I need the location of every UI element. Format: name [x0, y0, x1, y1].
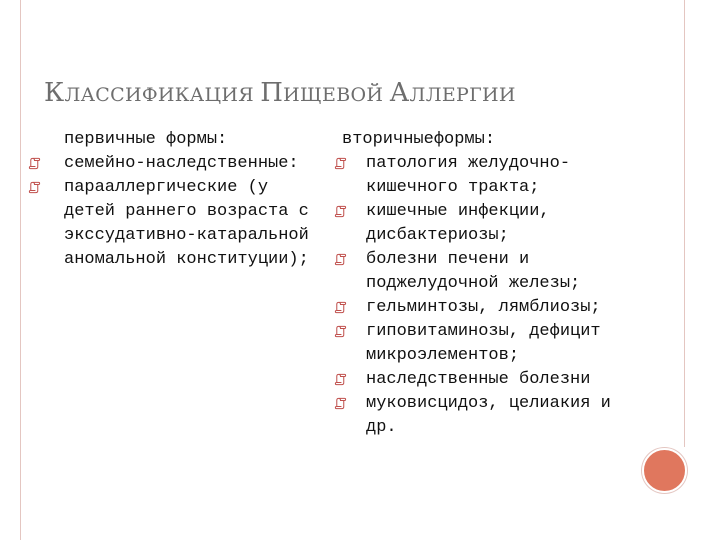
scroll-bullet-icon [334, 397, 347, 410]
decorative-circle [642, 448, 687, 493]
list-item [324, 200, 644, 248]
title-word-2-rest: ИЩЕВОЙ [283, 84, 390, 106]
scroll-bullet-icon [334, 253, 347, 266]
title-word-3-rest: ЛЛЕРГИИ [409, 84, 516, 106]
scroll-bullet-icon [334, 157, 347, 170]
list-item [324, 296, 644, 320]
list-item [324, 152, 644, 200]
list-item [324, 392, 644, 440]
left-column-heading: первичные формы: [64, 130, 228, 149]
scroll-bullet-icon [334, 325, 347, 338]
scroll-bullet-icon [28, 157, 41, 170]
list-item-text: муковисцидоз, целиакия и др. [366, 394, 611, 437]
left-column [26, 128, 321, 272]
list-item-text: болезни печени и поджелудочной железы; [366, 250, 581, 293]
scroll-bullet-icon [334, 205, 347, 218]
list-item [26, 176, 321, 272]
list-item-text: наследственные болезни [366, 370, 591, 389]
slide-title [44, 78, 516, 108]
title-word-3-initial: А [389, 78, 410, 108]
slide-frame-right-line [684, 0, 685, 447]
right-column-heading: вторичныеформы: [342, 130, 496, 149]
list-item [324, 248, 644, 296]
list-item-text: патология желудочно-кишечного тракта; [366, 154, 571, 197]
list-item-text: гельминтозы, лямблиозы; [366, 298, 601, 317]
list-item [324, 320, 644, 368]
title-word-1-rest: ЛАССИФИКАЦИЯ [64, 84, 261, 106]
left-bullet-list [26, 152, 321, 272]
scroll-bullet-icon [334, 301, 347, 314]
scroll-bullet-icon [334, 373, 347, 386]
scroll-bullet-icon [28, 181, 41, 194]
right-column [324, 128, 644, 440]
list-item [26, 152, 321, 176]
slide-frame-left-line [20, 0, 21, 540]
right-bullet-list [324, 152, 644, 440]
list-item [324, 368, 644, 392]
title-word-2-initial: П [260, 78, 284, 108]
list-item-text: семейно-наследственные: [64, 154, 299, 173]
list-item-text: кишечные инфекции, дисбактериозы; [366, 202, 550, 245]
list-item-text: гиповитаминозы, дефицит микроэлементов; [366, 322, 601, 365]
title-word-1-initial: К [44, 78, 65, 108]
list-item-text: парааллергические (у детей раннего возраста с экссудативно-катаральной аномальной конституции); [64, 178, 309, 269]
